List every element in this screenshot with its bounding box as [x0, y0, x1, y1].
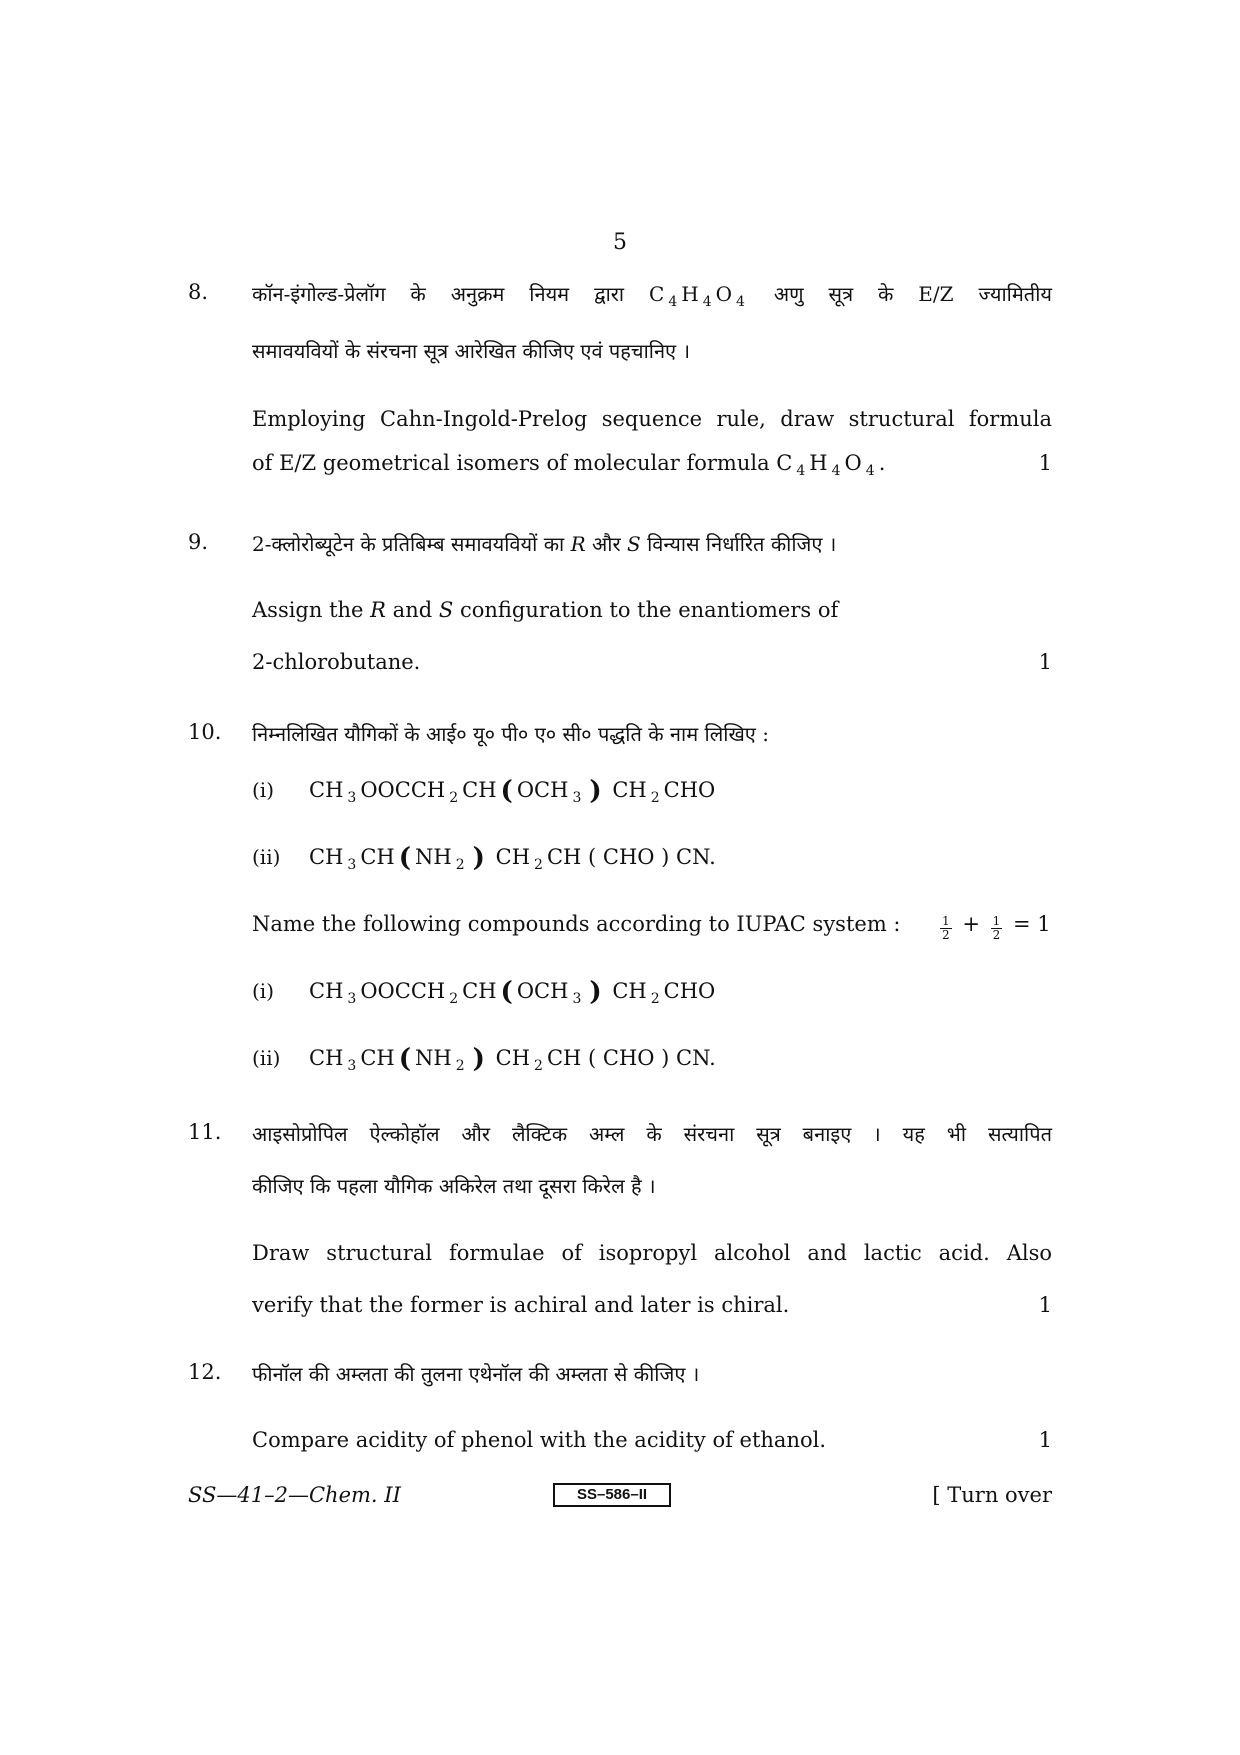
compound-formula-ii-english: CH $_3$ CH ( NH $_2$ ) CH $_2$ CH ( CHO ) CN.: [309, 1044, 716, 1074]
question-9-english-line1: Assign the R and S configuration to the enantiomers of: [252, 598, 839, 622]
question-9-hindi-line: 2-क्लोरोब्यूटेन के प्रतिबिम्ब समावयवियों का R और S विन्यास निर्धारित कीजिए ।: [252, 532, 837, 556]
compound-label-i-english: (i): [252, 979, 275, 1003]
question-8-hindi-line2: समावयवियों के संरचना सूत्र आरेखित कीजिए एवं पहचानिए ।: [252, 339, 691, 363]
question-12-hindi-line: फीनॉल की अम्लता की तुलना एथेनॉल की अम्लता से कीजिए ।: [252, 1362, 700, 1386]
compound-formula-ii: CH $_3$ CH ( NH $_2$ ) CH $_2$ CH ( CHO ) CN.: [309, 843, 716, 873]
question-12-marks: 1: [1038, 1428, 1052, 1452]
footer-turn-over: [ Turn over: [932, 1483, 1052, 1507]
formula-c4h4o4-english: C $_4$ H $_4$ O $_4$: [776, 451, 875, 479]
compound-label-ii-english: (ii): [252, 1046, 281, 1070]
question-8-english-line1: Employing Cahn-Ingold-Prelog sequence rule, draw structural formula: [252, 407, 1052, 431]
footer-boxed-code: SS–586–II: [553, 1483, 671, 1507]
question-8-hindi-line1: कॉन-इंगोल्ड-प्रेलॉग के अनुक्रम नियम द्वारा C $_4$ H $_4$ O $_4$ अणु सूत्र के E/Z ज्यामितीय: [252, 282, 1052, 310]
question-10-hindi-line: निम्नलिखित यौगिकों के आई० यू० पी० ए० सी० पद्धति के नाम लिखिए :: [252, 722, 769, 746]
question-9-english-line2: 2-chlorobutane.: [252, 650, 421, 674]
question-11-hindi-line2: कीजिए कि पहला यौगिक अकिरेल तथा दूसरा किरेल है ।: [252, 1174, 656, 1198]
question-11-english-line1: Draw structural formulae of isopropyl alcohol and lactic acid. Also: [252, 1241, 1052, 1265]
question-10-marks: $\frac{1}{2}$ + $\frac{1}{2}$ = 1: [942, 912, 1051, 942]
question-10-number: 10.: [188, 720, 222, 744]
half-fraction: $\frac{1}{2}$: [942, 914, 950, 942]
question-10-english-line: Name the following compounds according to IUPAC system :: [252, 912, 901, 936]
question-12-english-line: Compare acidity of phenol with the acidity of ethanol.: [252, 1428, 827, 1452]
question-9-marks: 1: [1038, 650, 1052, 674]
question-8-english-line2: of E/Z geometrical isomers of molecular formula C $_4$ H $_4$ O $_4$ .: [252, 451, 886, 479]
formula-c4h4o4-hindi: C $_4$ H $_4$ O $_4$: [649, 282, 745, 310]
question-8-marks: 1: [1038, 451, 1052, 475]
question-11-number: 11.: [188, 1120, 222, 1144]
half-fraction: $\frac{1}{2}$: [992, 914, 1001, 942]
compound-label-i: (i): [252, 778, 275, 802]
question-9-number: 9.: [188, 530, 209, 554]
compound-formula-i: CH $_3$ OOCCH $_2$ CH ( OCH $_3$ ) CH $_2$ CHO: [309, 776, 716, 806]
compound-formula-i-english: CH $_3$ OOCCH $_2$ CH ( OCH $_3$ ) CH $_2$ CHO: [309, 977, 716, 1007]
question-11-hindi-line1: आइसोप्रोपिल ऐल्कोहॉल और लैक्टिक अम्ल के संरचना सूत्र बनाइए । यह भी सत्यापित: [252, 1122, 1052, 1146]
page-number: 5: [613, 230, 627, 255]
question-12-number: 12.: [188, 1360, 222, 1384]
question-11-english-line2: verify that the former is achiral and later is chiral.: [252, 1293, 790, 1317]
footer-paper-code: SS—41–2—Chem. II: [188, 1483, 401, 1507]
compound-label-ii: (ii): [252, 845, 281, 869]
question-8-number: 8.: [188, 280, 209, 304]
question-11-marks: 1: [1038, 1293, 1052, 1317]
